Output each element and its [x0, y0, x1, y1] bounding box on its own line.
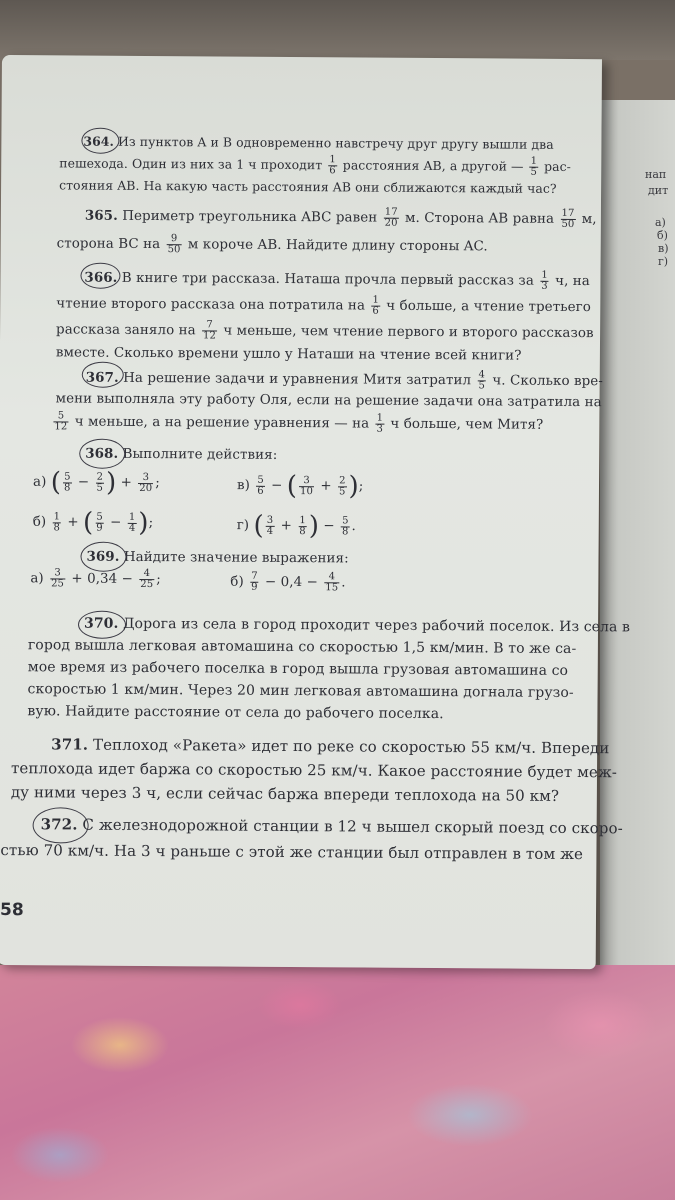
problem-text: С железнодорожной станции в 12 ч вышел скорый поезд со скоро- [82, 815, 623, 838]
problem-text: вместе. Сколько времени ушло у Наташи на чтение всей книги? [55, 345, 522, 364]
item-label: б) [32, 514, 47, 530]
problem-number: 370. [83, 615, 119, 632]
fraction: $\frac{5}{8}$ [63, 470, 71, 493]
problem-text: мени выполняла эту работу Оля, если на решение задачи она затратила на [55, 391, 602, 411]
adjacent-fragment: в) [658, 242, 669, 255]
problem-370-line: мое время из рабочего поселка в город вышла грузовая автомашина со [27, 659, 569, 679]
fraction: $\frac{3}{10}$ [300, 474, 314, 497]
problem-370-line: скоростью 1 км/мин. Через 20 мин легковая автомашина догнала грузо- [27, 681, 574, 702]
problem-370-line [84, 616, 630, 636]
fraction: $\frac{1}{4}$ [128, 511, 136, 534]
problem-number: 371. [51, 735, 89, 754]
fraction: $\frac{1}{5}$ [530, 155, 538, 178]
operator: + [280, 518, 292, 534]
fraction: $\frac{1}{3}$ [541, 269, 548, 292]
problem-number: 372. [40, 815, 78, 834]
fraction: $\frac{17}{20}$ [384, 206, 398, 229]
problem-number: 369. [86, 548, 120, 565]
problem-text: м. Сторона AB равна [404, 210, 555, 227]
problem-text: ч больше, а чтение третьего [386, 298, 591, 316]
problem-text: расстояния AB, а другой — [342, 157, 524, 174]
problem-number: 366. [84, 269, 118, 286]
problem-text: м, [581, 212, 597, 228]
fraction: $\frac{1}{6}$ [329, 154, 336, 177]
fraction: $\frac{4}{25}$ [140, 568, 154, 591]
problem-text: В книге три рассказа. Наташа прочла первый рассказ за [121, 270, 535, 289]
problem-text: Дорога из села в город проходит через рабочий поселок. Из села в [123, 615, 631, 636]
fraction: $\frac{1}{6}$ [372, 294, 379, 317]
fraction: $\frac{7}{9}$ [251, 570, 258, 593]
problem-text: Из пунктов A и B одновременно навстречу друг другу вышли два [117, 133, 554, 152]
operator: − [271, 478, 283, 494]
expression-a: а) $\frac{3}{25}$ + 0,34 − $\frac{4}{25}$ ; [30, 567, 161, 591]
problem-text: Выполните действия: [122, 446, 278, 463]
fraction: $\frac{3}{4}$ [266, 514, 274, 537]
fraction: $\frac{5}{12}$ [54, 410, 68, 433]
expression-v: в) $\frac{5}{6}$ − ( $\frac{3}{10}$ + $\frac{2}{5}$ ); [236, 470, 364, 502]
problem-text: Найдите значение выражения: [123, 549, 349, 567]
fraction: $\frac{5}{9}$ [96, 511, 103, 534]
problem-number: 368. [85, 445, 119, 462]
item-label: а) [30, 571, 44, 587]
problem-371-line: ду ними через 3 ч, если сейчас баржа впереди теплохода на 50 км? [10, 783, 560, 805]
problem-text: пешехода. Один из них за 1 ч проходит [59, 155, 323, 173]
fraction: $\frac{1}{8}$ [53, 510, 61, 533]
expression-b: б) $\frac{1}{8}$ + ( $\frac{5}{9}$ − $\frac{1}{4}$ ); [32, 507, 154, 539]
problem-text: ч меньше, а на решение уравнения — на [74, 414, 370, 432]
problem-366-line [56, 293, 591, 318]
problem-366-line [84, 268, 590, 293]
problem-text: ч, на [555, 273, 590, 290]
fraction: $\frac{5}{6}$ [257, 474, 264, 497]
problem-368-header [85, 446, 277, 463]
fraction: $\frac{17}{50}$ [561, 207, 575, 231]
problem-370-line: город вышла легковая автомашина со скоростью 1,5 км/мин. В то же са- [27, 637, 577, 658]
fraction: $\frac{3}{20}$ [139, 471, 153, 494]
adjacent-fragment: г) [658, 255, 669, 268]
problem-text: рассказа заняло на [56, 322, 196, 339]
operator: + 0,34 − [71, 571, 134, 587]
problem-366-line [56, 319, 594, 344]
problem-text: сторона BC на [56, 236, 161, 253]
fraction: $\frac{5}{8}$ [341, 514, 349, 537]
fraction: $\frac{4}{15}$ [325, 571, 339, 594]
problem-364-line [59, 153, 571, 178]
expression-g: г) ( $\frac{3}{4}$ + $\frac{1}{8}$ ) − $\frac{5}{8}$ . [236, 510, 356, 542]
adjacent-fragment: нап [645, 168, 667, 181]
problem-text: На решение задачи и уравнения Митя затратил [123, 370, 472, 389]
problem-371-line: теплохода идет баржа со скоростью 25 км/ч. Какое расстояние будет меж- [10, 759, 618, 782]
operator: + [67, 514, 79, 531]
operator: + [120, 475, 133, 491]
problem-367-line [56, 391, 602, 410]
textbook-page [0, 55, 631, 969]
operator: − [110, 515, 122, 531]
fraction: $\frac{2}{5}$ [339, 474, 346, 497]
item-label: б) [230, 574, 244, 590]
fraction: $\frac{3}{25}$ [51, 567, 65, 590]
background-top [0, 0, 675, 60]
item-label: г) [236, 518, 250, 534]
adjacent-fragment: б) [657, 229, 668, 242]
expression-a: а) ( $\frac{5}{8}$ − $\frac{2}{5}$ ) + $\frac{3}{20}$ ; [32, 467, 160, 498]
problem-372-line: стью 70 км/ч. На 3 ч раньше с этой же станции был отправлен в том же [0, 841, 584, 864]
problem-370-line: вую. Найдите расстояние от села до рабочего поселка. [27, 703, 444, 723]
operator: − [323, 518, 335, 534]
problem-366-line [56, 345, 522, 363]
operator: + [320, 478, 332, 494]
problem-text: рас- [544, 158, 572, 174]
fraction: $\frac{9}{50}$ [167, 233, 181, 256]
operator: − 0,4 − [264, 574, 319, 591]
problem-text: ч меньше, чем чтение первого и второго рассказов [223, 323, 594, 342]
problem-number: 367. [85, 369, 119, 386]
problem-text: ч больше, чем Митя? [390, 416, 544, 433]
fraction: $\frac{4}{5}$ [478, 369, 486, 392]
problem-text: стояния AB. На какую часть расстояния AB они сближаются каждый час? [59, 177, 557, 196]
problem-365-line [57, 233, 488, 257]
problem-371-line [51, 735, 609, 757]
problem-text: чтение второго рассказа она потратила на [56, 296, 366, 314]
problem-text: Периметр треугольника ABC равен [122, 208, 378, 226]
problem-number: 364. [83, 133, 115, 149]
adjacent-page [600, 100, 675, 975]
fabric-background [0, 965, 675, 1200]
problem-367-line [51, 411, 543, 435]
problem-369-header [86, 549, 348, 567]
item-label: а) [32, 474, 47, 490]
fraction: $\frac{1}{3}$ [376, 412, 384, 435]
adjacent-fragment: дит [648, 184, 669, 197]
expression-b: б) $\frac{7}{9}$ − 0,4 − $\frac{4}{15}$ . [230, 570, 346, 594]
problem-365-line [85, 206, 597, 231]
problem-text: ч. Сколько вре- [492, 373, 604, 390]
problem-372-line [41, 815, 623, 837]
fraction: $\frac{7}{12}$ [203, 319, 217, 342]
problem-number: 365. [84, 207, 118, 224]
problem-364-line [59, 177, 557, 195]
operator: − [77, 475, 90, 491]
problem-text: Теплоход «Ракета» идет по реке со скоростью 55 км/ч. Впереди [92, 735, 610, 758]
fraction: $\frac{1}{8}$ [299, 514, 306, 537]
problem-text: м короче AB. Найдите длину стороны AC. [187, 237, 488, 255]
item-label: в) [236, 478, 251, 494]
adjacent-fragment: а) [655, 216, 666, 229]
fraction: $\frac{2}{5}$ [96, 471, 104, 494]
problem-364-line [83, 134, 553, 152]
problem-367-line [86, 368, 603, 393]
page-number: 58 [0, 900, 24, 921]
